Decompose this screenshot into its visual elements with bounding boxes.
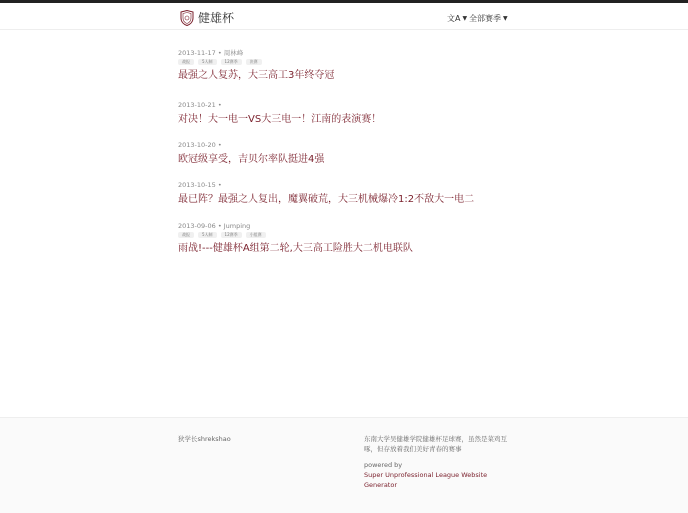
season-dropdown[interactable] (469, 13, 508, 24)
season-label: 全部赛季 (469, 14, 501, 23)
chevron-down-icon: ▼ (462, 15, 468, 22)
tag[interactable]: 战报 (178, 232, 194, 238)
post-tags (178, 59, 510, 67)
site-footer (0, 417, 688, 513)
post-item (178, 181, 510, 221)
generator-link[interactable]: Super Unprofessional League Website Generator (364, 471, 488, 489)
post-title-link[interactable]: 最已阵？最强之人复出，魔翼破荒，大三机械爆冷1:2不敌大一电二 (178, 194, 475, 205)
post-title-link[interactable]: 对决！大一电一VS大三电一！江南的表演赛！ (178, 114, 382, 125)
footer-description: 东南大学吴健雄学院健雄杯足球赛，虽然是菜鸡互啄，但存放着我们美好青春的赛事 (364, 435, 507, 453)
post-item (178, 101, 510, 141)
site-header (0, 3, 688, 30)
tag[interactable]: 决赛 (246, 59, 262, 65)
post-meta: 2013-10-20 • (178, 141, 222, 149)
post-item (178, 49, 510, 89)
post-meta: 2013-09-06 • Jumping (178, 222, 251, 230)
post-title-link[interactable]: 欧冠级享受，吉贝尔率队挺进4强 (178, 154, 325, 165)
tag[interactable]: 小组赛 (246, 232, 266, 238)
tag[interactable]: 战报 (178, 59, 194, 65)
translate-icon: 文A (447, 14, 461, 23)
tag[interactable]: 12赛季 (221, 59, 242, 65)
post-item (178, 222, 510, 262)
footer-author: 狄学长shrekshao (178, 435, 231, 443)
post-meta: 2013-11-17 • 周林峰 (178, 49, 244, 57)
post-list (178, 49, 510, 262)
site-brand[interactable]: 健雄杯 (198, 11, 235, 25)
post-item (178, 141, 510, 181)
post-meta: 2013-10-21 • (178, 101, 222, 109)
tag[interactable]: 12赛季 (221, 232, 242, 238)
post-title-link[interactable]: 最强之人复苏，大三高工3年终夺冠 (178, 70, 335, 81)
post-meta: 2013-10-15 • (178, 181, 222, 189)
powered-by-label: powered by (364, 461, 403, 469)
tag[interactable]: 5人制 (198, 59, 217, 65)
shield-logo-icon[interactable] (180, 10, 194, 26)
chevron-down-icon: ▼ (503, 15, 508, 22)
language-switcher[interactable] (447, 13, 467, 24)
tag[interactable]: 5人制 (198, 232, 217, 238)
post-tags (178, 232, 510, 240)
post-title-link[interactable]: 雨战!---健雄杯A组第二轮,大三高工险胜大二机电联队 (178, 243, 413, 254)
